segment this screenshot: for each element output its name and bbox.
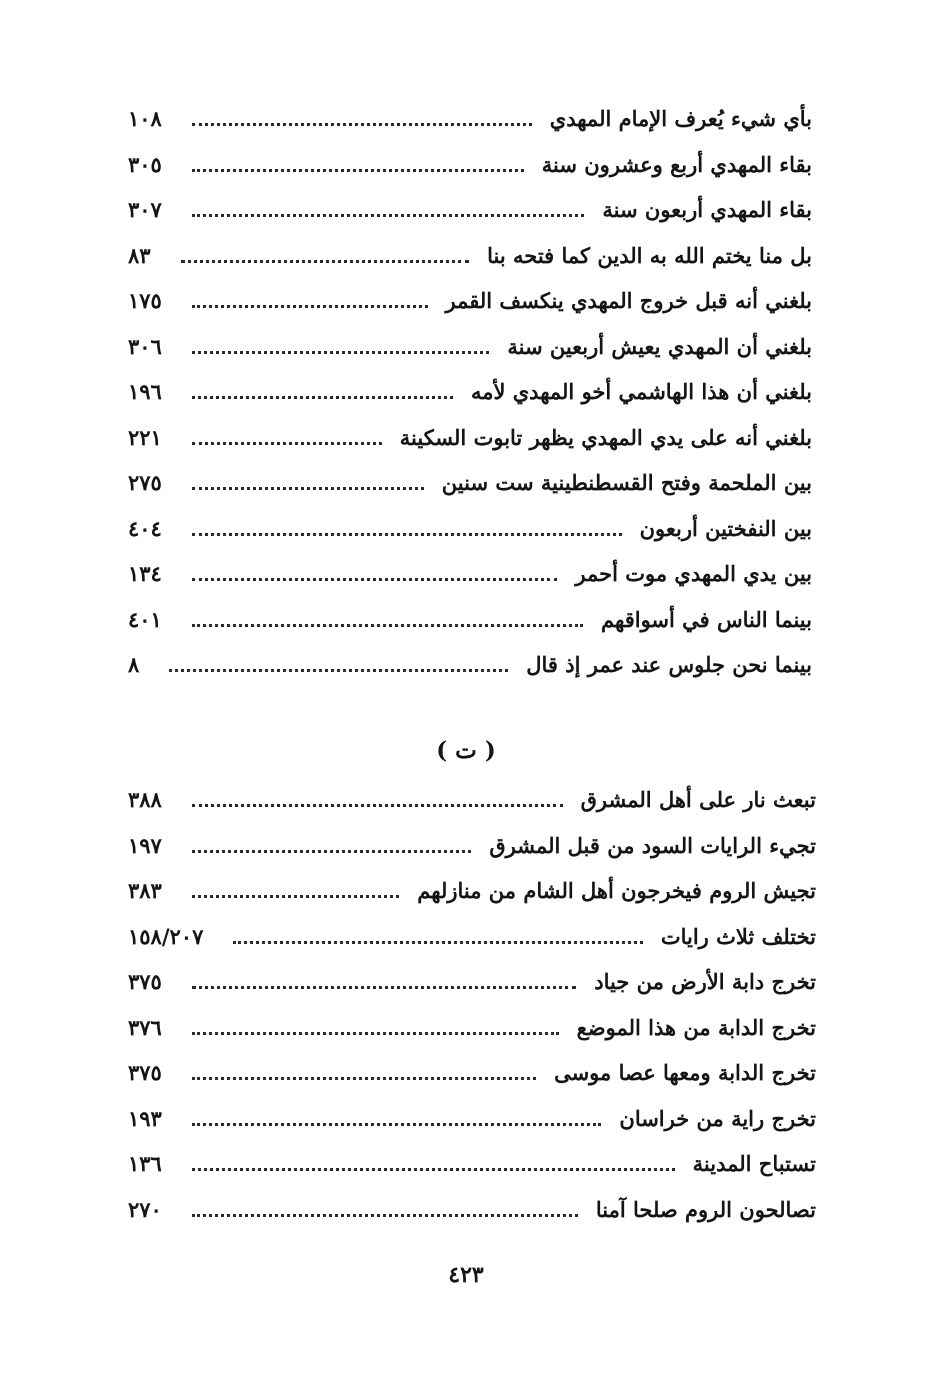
index-entry: [128, 324, 812, 370]
entry-page-number: ١٣٦: [128, 1151, 162, 1177]
dot-leader: [192, 986, 576, 989]
entry-page-number: ٣٨٨: [128, 787, 162, 813]
index-section-ta: [128, 777, 816, 1232]
entry-title: بين الملحمة وفتح القسطنطينية ست سنين: [441, 470, 812, 496]
dot-leader: [192, 487, 424, 490]
index-entry: [128, 415, 812, 461]
dot-leader: [192, 396, 453, 399]
entry-page-number: ٨٣: [128, 242, 151, 268]
entry-title: بقاء المهدي أربع وعشرون سنة: [541, 151, 812, 177]
index-entry: [128, 823, 816, 869]
entry-title: بلغني أنه على يدي المهدي يظهر تابوت السكينة: [399, 424, 812, 450]
page-number: ٤٢٣: [448, 1262, 484, 1288]
entry-title: تجيش الروم فيخرجون أهل الشام من منازلهم: [417, 878, 816, 904]
index-entry: [128, 1005, 816, 1051]
entry-title: بين يدي المهدي موت أحمر: [575, 561, 812, 587]
index-entry: [128, 1187, 816, 1233]
entry-page-number: ٢٧٠: [128, 1196, 162, 1222]
entry-title: تخرج راية من خراسان: [619, 1105, 816, 1131]
entry-page-number: ١٧٥: [128, 288, 162, 314]
entry-title: تبعث نار على أهل المشرق: [580, 787, 816, 813]
entry-page-number: ٣٧٥: [128, 1060, 162, 1086]
dot-leader: [192, 351, 490, 354]
index-entry: [128, 868, 816, 914]
index-entry: [128, 597, 812, 643]
entry-title: بين النفختين أربعون: [639, 515, 812, 541]
index-entry: [128, 460, 812, 506]
entry-page-number: ١٥٨/٢٠٧: [128, 923, 204, 949]
index-entry: [128, 1050, 816, 1096]
entry-title: تخرج الدابة من هذا الموضع: [576, 1014, 816, 1040]
entry-page-number: ٣٧٥: [128, 969, 162, 995]
dot-leader: [192, 624, 583, 627]
index-entry: [128, 959, 816, 1005]
entry-page-number: ١٩٧: [128, 832, 162, 858]
entry-page-number: ٢٢١: [128, 424, 162, 450]
dot-leader: [192, 169, 524, 172]
entry-page-number: ٣٠٦: [128, 333, 162, 359]
entry-page-number: ٣٨٣: [128, 878, 162, 904]
dot-leader: [192, 533, 622, 536]
dot-leader: [192, 442, 382, 445]
index-entry: [128, 1096, 816, 1142]
dot-leader: [169, 669, 508, 672]
dot-leader: [192, 123, 532, 126]
entry-page-number: ١٩٣: [128, 1105, 162, 1131]
index-entry: [128, 187, 812, 233]
entry-page-number: ٣٠٥: [128, 151, 162, 177]
entry-page-number: ٤٠١: [128, 606, 162, 632]
entry-title: تصالحون الروم صلحا آمنا: [595, 1196, 816, 1222]
entry-page-number: ٣٠٧: [128, 197, 162, 223]
dot-leader: [192, 578, 558, 581]
index-entry: [128, 506, 812, 552]
dot-leader: [192, 1123, 602, 1126]
entry-page-number: ١٣٤: [128, 561, 162, 587]
entry-title: بينما الناس في أسواقهم: [601, 606, 812, 632]
entry-title: بقاء المهدي أربعون سنة: [602, 197, 812, 223]
entry-title: تخرج الدابة ومعها عصا موسى: [554, 1060, 816, 1086]
entry-title: بلغني أنه قبل خروج المهدي ينكسف القمر: [445, 288, 812, 314]
index-entry: [128, 142, 812, 188]
entry-title: بل منا يختم الله به الدين كما فتحه بنا: [487, 242, 812, 268]
index-entry: [128, 96, 812, 142]
index-entry: [128, 278, 812, 324]
dot-leader: [192, 895, 399, 898]
index-entry: [128, 551, 812, 597]
dot-leader: [192, 1214, 578, 1217]
entry-page-number: ١٩٦: [128, 379, 162, 405]
index-entry: [128, 777, 816, 823]
entry-title: تخرج دابة الأرض من جياد: [594, 969, 816, 995]
entry-page-number: ٢٧٥: [128, 470, 162, 496]
entry-title: بأي شيء يُعرف الإمام المهدي: [549, 106, 812, 132]
dot-leader: [192, 850, 471, 853]
dot-leader: [192, 305, 428, 308]
index-entry: [128, 642, 812, 688]
entry-page-number: ٨: [128, 652, 140, 678]
entry-title: بينما نحن جلوس عند عمر إذ قال: [526, 652, 812, 678]
index-entry: [128, 914, 816, 960]
entry-page-number: ٤٠٤: [128, 515, 162, 541]
dot-leader: [192, 214, 585, 217]
section-heading: ( ت ): [436, 737, 496, 764]
index-entry: [128, 1141, 816, 1187]
index-entry: [128, 233, 812, 279]
index-entry: [128, 369, 812, 415]
entry-page-number: ٣٧٦: [128, 1014, 162, 1040]
dot-leader: [192, 804, 563, 807]
dot-leader: [233, 941, 642, 944]
entry-title: بلغني أن المهدي يعيش أربعين سنة: [507, 333, 812, 359]
dot-leader: [181, 260, 470, 263]
dot-leader: [192, 1168, 675, 1171]
dot-leader: [192, 1077, 536, 1080]
entry-title: تجيء الرايات السود من قبل المشرق: [489, 832, 816, 858]
index-section-ba: [128, 96, 812, 688]
dot-leader: [192, 1032, 559, 1035]
entry-title: بلغني أن هذا الهاشمي أخو المهدي لأمه: [470, 379, 812, 405]
entry-title: تستباح المدينة: [692, 1151, 816, 1177]
entry-title: تختلف ثلاث رايات: [660, 923, 816, 949]
entry-page-number: ١٠٨: [128, 106, 162, 132]
